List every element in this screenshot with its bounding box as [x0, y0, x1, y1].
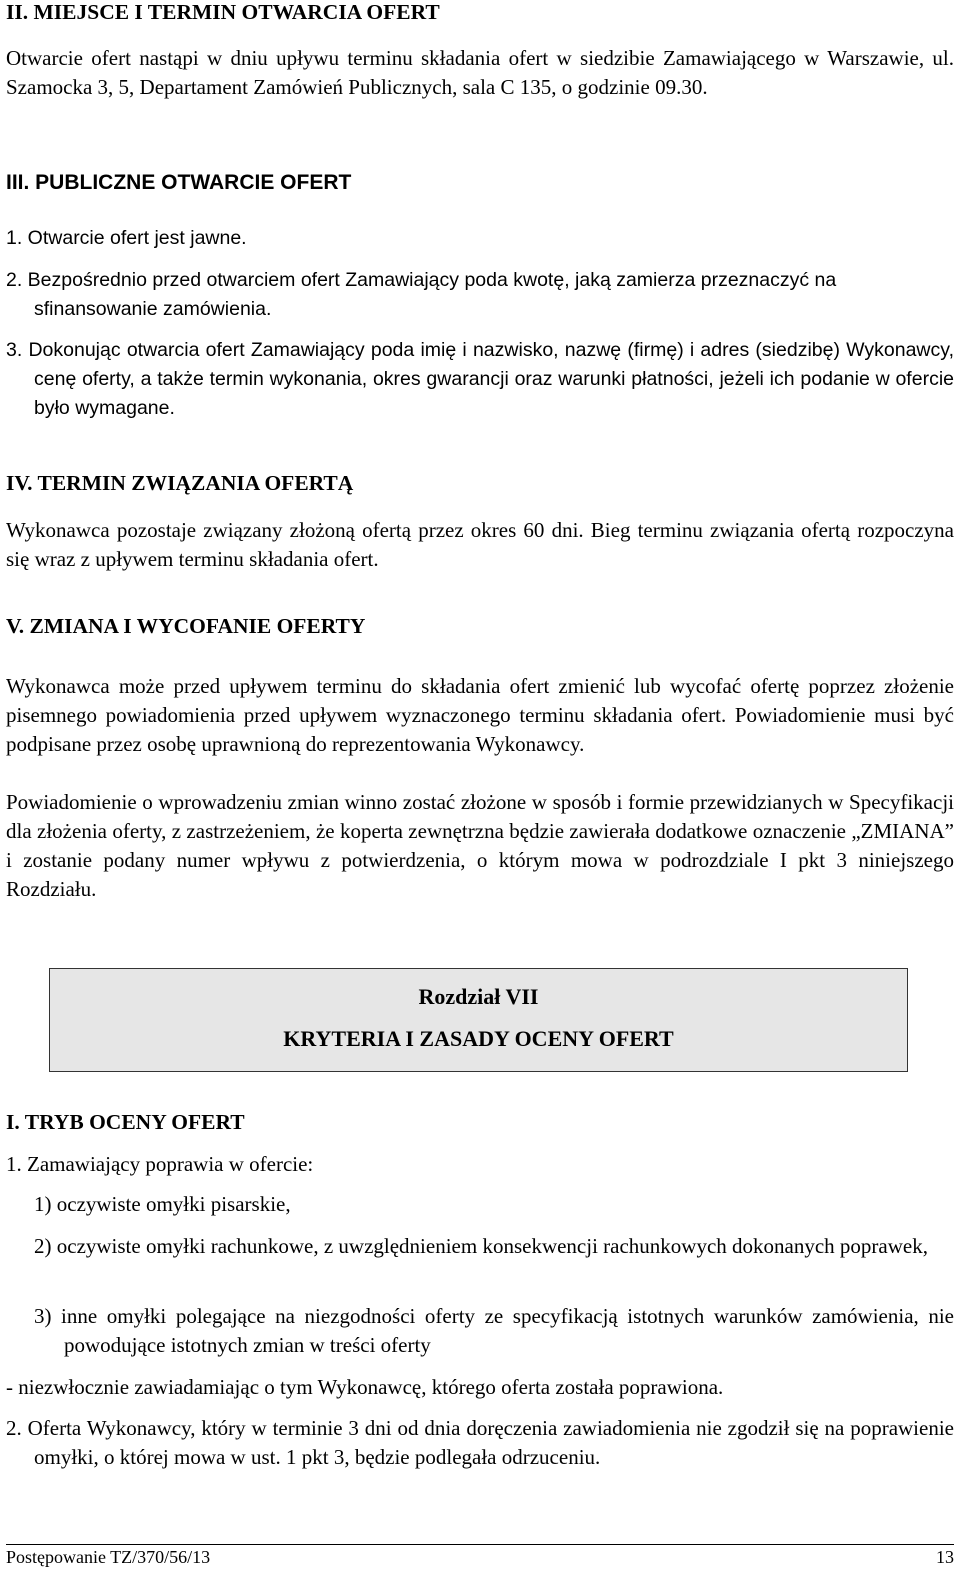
section-heading-i: I. TRYB OCENY OFERT [6, 1110, 245, 1134]
footer-reference: Postępowanie TZ/370/56/13 [6, 1547, 211, 1567]
footer-divider [6, 1544, 954, 1545]
chapter-title: KRYTERIA I ZASADY OCENY OFERT [283, 1026, 674, 1051]
section-heading-v: V. ZMIANA I WYCOFANIE OFERTY [6, 614, 366, 638]
section-v-paragraph-2: Powiadomienie o wprowadzeniu zmian winno zostać złożone w sposób i formie przewidzianych w Specyfikacji dla złożenia oferty, z zastrzeżeniem, że koperta zewnętrzna będzie zawierała dodatkowe oznaczenie „ZMIANA” i zostanie podany numer wpływu z potwierdzenia, o którym mowa w podrozdziale I pkt 3 niniejszego Rozdziału. [6, 790, 954, 901]
section-i-point-2: 2. Oferta Wykonawcy, który w terminie 3 dni od dnia doręczenia zawiadomienia nie zgodził się na poprawienie omyłki, o której mowa w ust. 1 pkt 3, będzie podlegała odrzuceniu. [6, 1416, 954, 1469]
chapter-number: Rozdział VII [418, 984, 539, 1009]
section-i-note: - niezwłocznie zawiadamiając o tym Wykonawcę, którego oferta została poprawiona. [6, 1375, 724, 1399]
list-item: 1) oczywiste omyłki pisarskie, [34, 1192, 291, 1216]
section-iii-point-3: 3. Dokonując otwarcia ofert Zamawiający poda imię i nazwisko, nazwę (firmę) i adres (siedzibę) Wykonawcy, cenę oferty, a także termin wykonania, okres gwarancji oraz warunki płatności, jeżeli ich podanie w ofercie było wymagane. [6, 339, 954, 419]
list-item: 3) inne omyłki polegające na niezgodności oferty ze specyfikacją istotnych warunków zamówienia, nie powodujące istotnych zmian w treści oferty [34, 1304, 954, 1357]
section-iv-text: Wykonawca pozostaje związany złożoną ofertą przez okres 60 dni. Bieg terminu związania ofertą rozpoczyna się wraz z upływem terminu składania ofert. [6, 518, 954, 571]
section-ii-text: Otwarcie ofert nastąpi w dniu upływu terminu składania ofert w siedzibie Zamawiającego w Warszawie, ul. Szamocka 3, 5, Departament Zamówień Publicznych, sala C 135, o godzinie 09.30. [6, 46, 954, 99]
section-heading-iv: IV. TERMIN ZWIĄZANIA OFERTĄ [6, 471, 354, 495]
section-heading-iii: III. PUBLICZNE OTWARCIE OFERT [6, 171, 352, 194]
page-number: 13 [936, 1547, 954, 1567]
list-item: 2) oczywiste omyłki rachunkowe, z uwzględnieniem konsekwencji rachunkowych dokonanych poprawek, [34, 1234, 928, 1258]
chapter-title-box [49, 968, 908, 1072]
section-v-paragraph-1: Wykonawca może przed upływem terminu do składania ofert zmienić lub wycofać ofertę poprzez złożenie pisemnego powiadomienia przed upływem wyznaczonego terminu składania ofert. Powiadomienie musi być podpisane przez osobę uprawnioną do reprezentowania Wykonawcy. [6, 674, 954, 756]
section-heading-ii: II. MIEJSCE I TERMIN OTWARCIA OFERT [6, 0, 440, 24]
section-iii-point-2: 2. Bezpośrednio przed otwarciem ofert Zamawiający poda kwotę, jaką zamierza przeznaczyć na sfinansowanie zamówienia. [6, 269, 837, 320]
section-i-point-1: 1. Zamawiający poprawia w ofercie: [6, 1152, 314, 1176]
section-iii-point-1: 1. Otwarcie ofert jest jawne. [6, 227, 247, 249]
